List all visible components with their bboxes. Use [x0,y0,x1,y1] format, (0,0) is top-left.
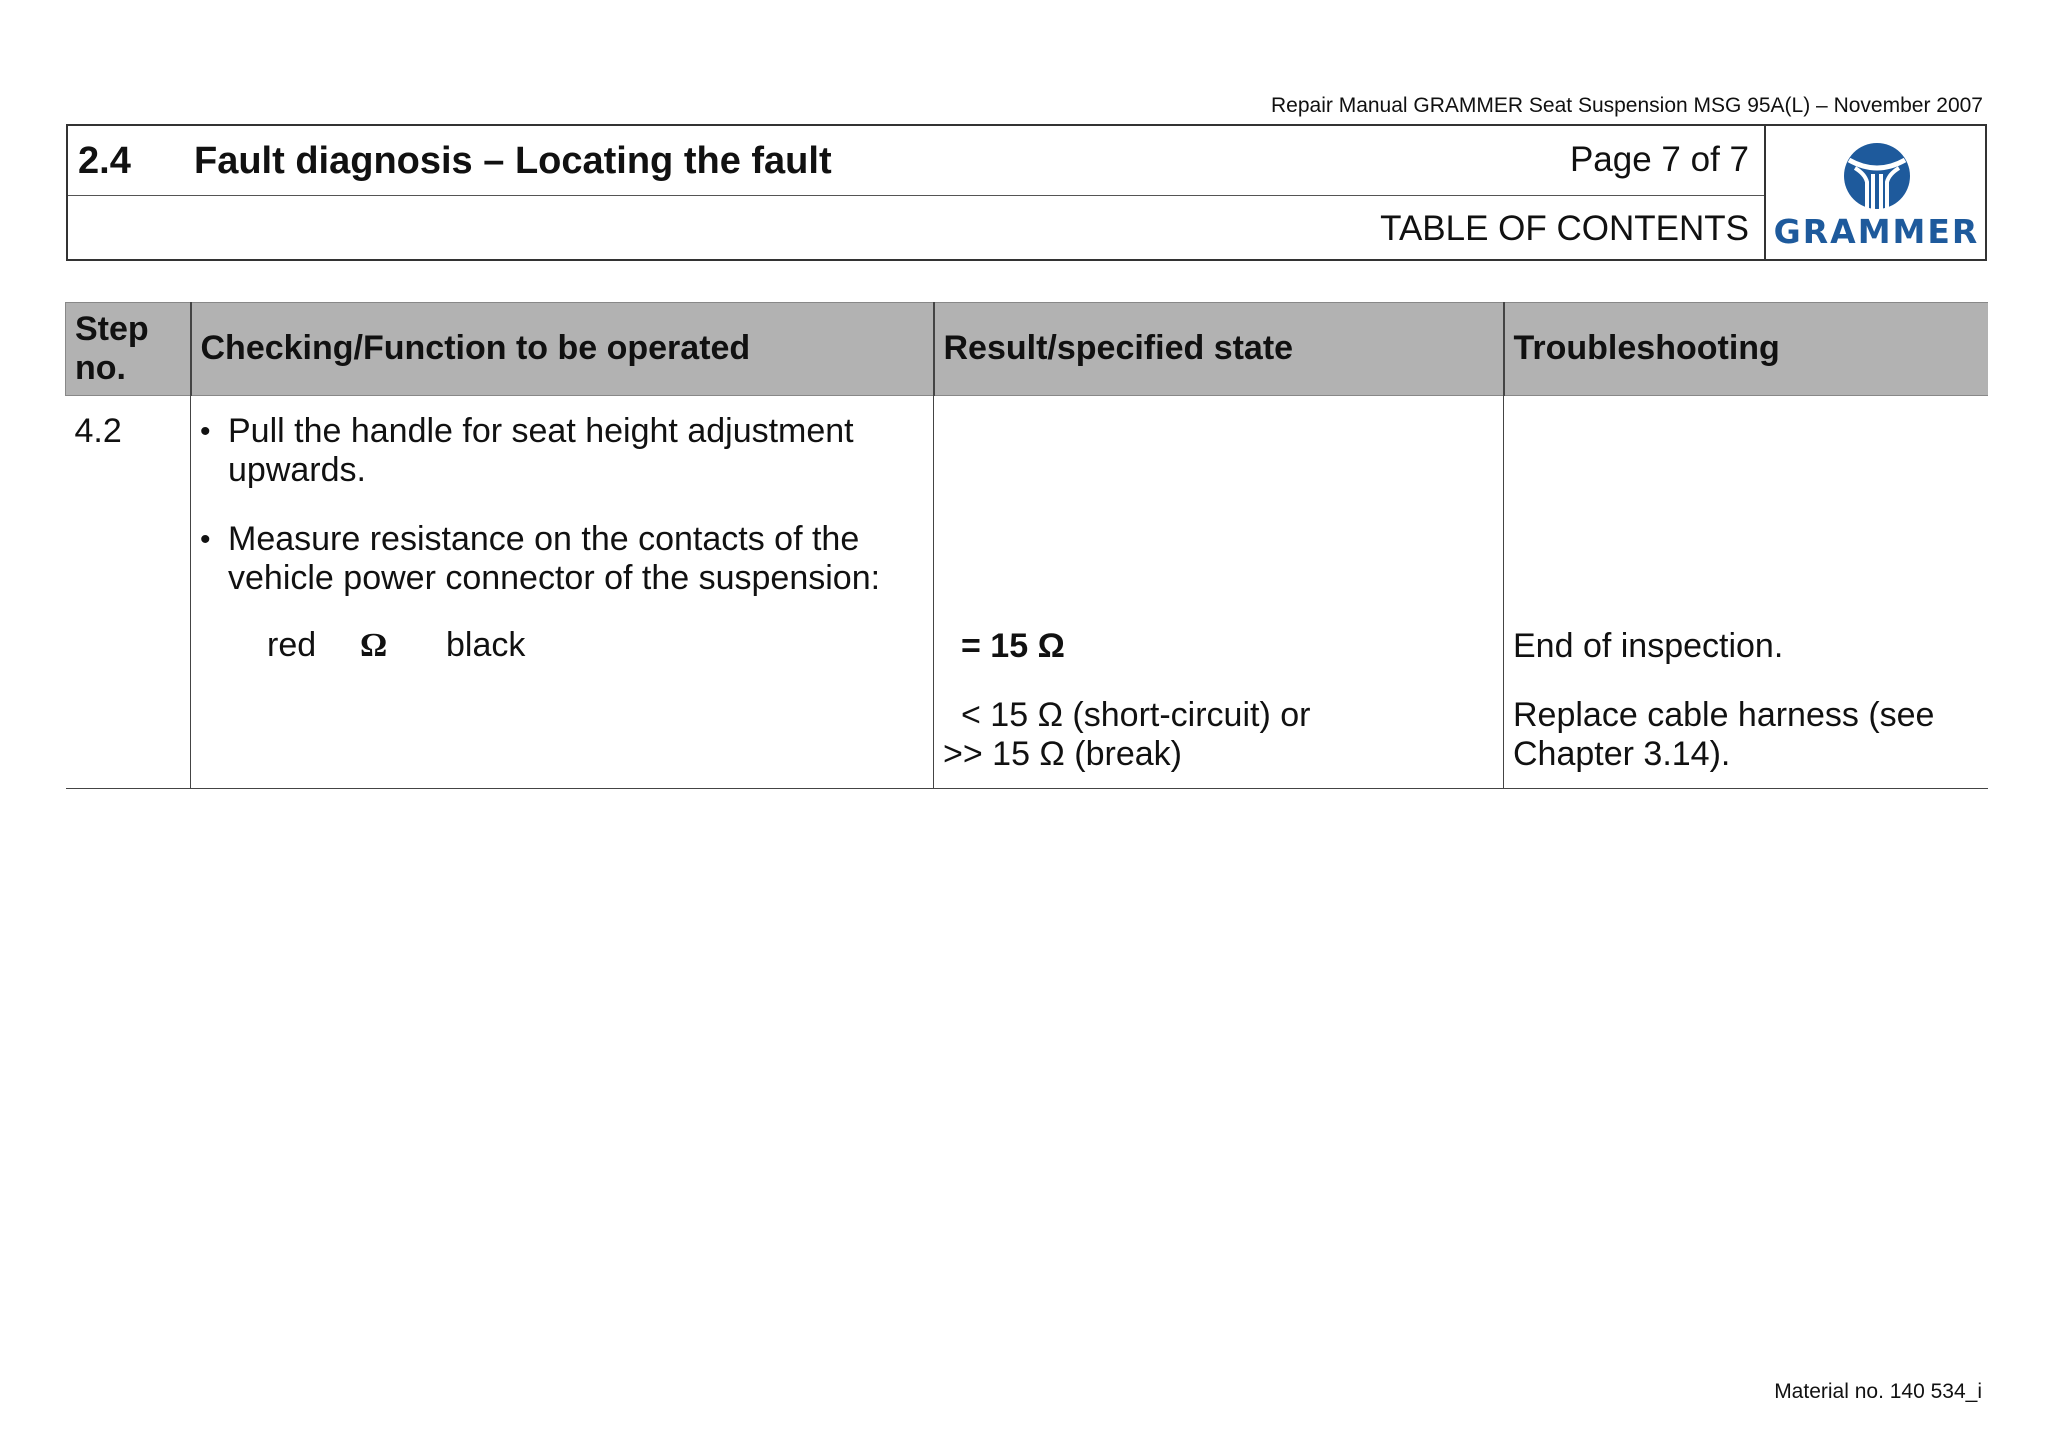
header-checking: Checking/Function to be operated [191,303,934,396]
result-ok: = 15 Ω [961,627,1065,665]
result-fault-line: < 15 Ω (short-circuit) or [961,696,1311,734]
grammer-logo-icon [1843,142,1911,210]
table-row [66,396,1988,789]
measurement-points [200,626,924,666]
measure-from: red [267,626,317,664]
table-of-contents-link[interactable]: TABLE OF CONTENTS [1380,209,1749,248]
result-fault-line: >> 15 Ω (break) [943,735,1182,773]
cell-step: 4.2 [66,396,191,789]
section-number: 2.4 [78,140,131,182]
header-divider [68,195,1765,196]
instruction-item: • Pull the handle for seat height adjustment upwards. [200,412,924,490]
ohm-symbol: Ω [360,627,388,664]
material-number: Material no. 140 534_i [1774,1380,1982,1403]
cell-checking [191,396,934,789]
page-header [66,124,1987,261]
table-header-row [66,303,1988,396]
logo-wordmark: GRAMMER [1773,212,1980,251]
section-title: Fault diagnosis – Locating the fault [194,140,832,182]
instruction-item: • Measure resistance on the contacts of the vehicle power connector of the suspension: [200,520,924,598]
troubleshooting-fault: Replace cable harness (see Chapter 3.14). [1513,696,1935,773]
grammer-logo [1768,134,1985,256]
header-logo-divider [1764,126,1766,259]
cell-troubleshooting [1504,396,1988,789]
troubleshooting-ok: End of inspection. [1513,627,1784,665]
document-meta: Repair Manual GRAMMER Seat Suspension MSG 95A(L) – November 2007 [1271,94,1983,117]
result-fault [943,696,1494,774]
cell-result [934,396,1504,789]
header-troubleshooting: Troubleshooting [1504,303,1988,396]
page-indicator: Page 7 of 7 [1569,140,1749,179]
header-result: Result/specified state [934,303,1504,396]
fault-diagnosis-table [65,302,1988,789]
measure-to: black [446,626,526,664]
header-step: Step no. [66,303,191,396]
